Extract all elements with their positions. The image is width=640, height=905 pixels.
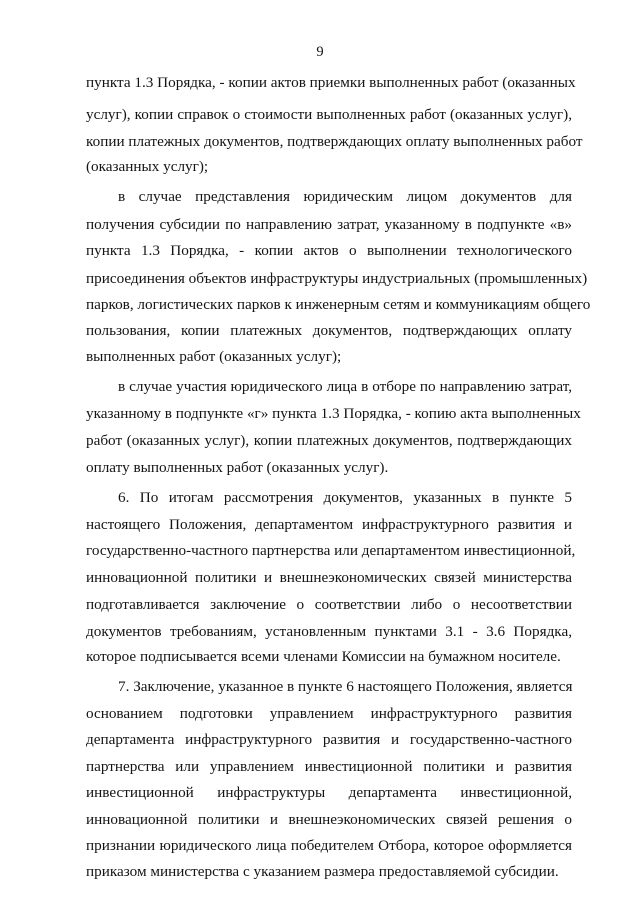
text-line: в случае представления юридическим лицом документов для xyxy=(118,188,572,205)
text-line: услуг), копии справок о стоимости выполненных работ (оказанных услуг), xyxy=(86,106,572,123)
text-line: в случае участия юридического лица в отборе по направлению затрат, xyxy=(118,378,572,395)
text-line: документов требованиям, установленным пунктами 3.1 - 3.6 Порядка, xyxy=(86,623,572,640)
text-line: признании юридического лица победителем Отбора, которое оформляется xyxy=(86,837,572,854)
text-line: получения субсидии по направлению затрат, указанному в подпункте «в» xyxy=(86,216,572,233)
text-line: инновационной политики и внешнеэкономических связей министерства xyxy=(86,569,572,586)
text-line: копии платежных документов, подтверждающих оплату выполненных работ xyxy=(86,133,583,150)
text-line: парков, логистических парков к инженерным сетям и коммуникациям общего xyxy=(86,296,591,313)
text-line: выполненных работ (оказанных услуг); xyxy=(86,348,342,365)
text-line: 6. По итогам рассмотрения документов, указанных в пункте 5 xyxy=(118,489,572,506)
text-line: (оказанных услуг); xyxy=(86,158,209,175)
text-line: работ (оказанных услуг), копии платежных документов, подтверждающих xyxy=(86,432,572,449)
text-line: основанием подготовки управлением инфраструктурного развития xyxy=(86,705,572,722)
text-line: 7. Заключение, указанное в пункте 6 настоящего Положения, является xyxy=(118,678,573,695)
text-line: государственно-частного партнерства или департаментом инвестиционной, xyxy=(86,542,576,559)
text-line: партнерства или управлением инвестиционной политики и развития xyxy=(86,758,572,775)
text-line: департамента инфраструктурного развития и государственно-частного xyxy=(86,731,572,748)
text-line: инвестиционной инфраструктуры департамента инвестиционной, xyxy=(86,784,572,801)
text-line: указанному в подпункте «г» пункта 1.3 Порядка, - копию акта выполненных xyxy=(86,405,581,422)
text-line: присоединения объектов инфраструктуры индустриальных (промышленных) xyxy=(86,270,588,287)
page-number: 9 xyxy=(316,44,324,60)
text-line: которое подписывается всеми членами Комиссии на бумажном носителе. xyxy=(86,648,561,665)
text-line: инновационной политики и внешнеэкономических связей решения о xyxy=(86,811,572,828)
text-line: настоящего Положения, департаментом инфраструктурного развития и xyxy=(86,516,572,533)
text-line: оплату выполненных работ (оказанных услуг). xyxy=(86,459,389,476)
text-line: приказом министерства с указанием размера предоставляемой субсидии. xyxy=(86,863,559,880)
text-line: пользования, копии платежных документов, подтверждающих оплату xyxy=(86,322,572,339)
text-line: подготавливается заключение о соответствии либо о несоответствии xyxy=(86,596,572,613)
text-line: пункта 1.3 Порядка, - копии актов приемки выполненных работ (оказанных xyxy=(86,74,576,91)
text-line: пункта 1.3 Порядка, - копии актов о выполнении технологического xyxy=(86,242,572,259)
